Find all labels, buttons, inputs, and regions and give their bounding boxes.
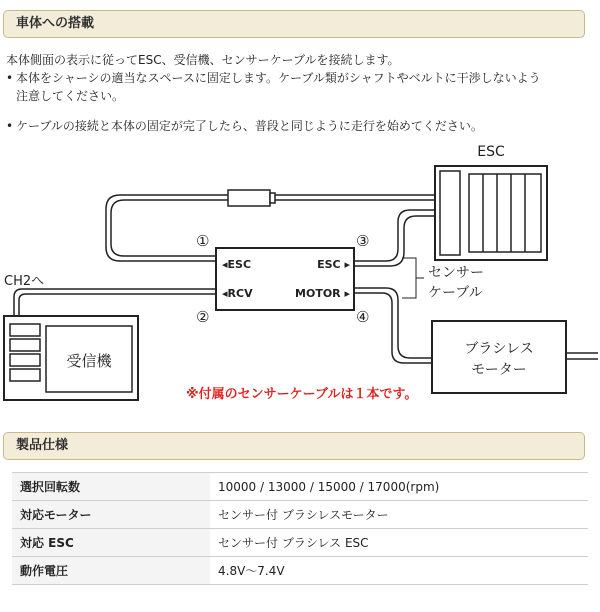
bullet-mark: • xyxy=(6,119,14,133)
section-header-mounting xyxy=(3,10,585,38)
spec-value: センサー付 ブラシレスモーター xyxy=(210,501,588,529)
bullet-text: ケーブルの接続と本体の固定が完了したら、普段と同じように走行を始めてください。 xyxy=(16,119,483,133)
inline-connector xyxy=(228,190,270,206)
spec-key: 対応 ESC xyxy=(12,529,210,557)
table-row xyxy=(12,501,588,529)
motor-label-1: ブラシレス xyxy=(464,341,534,357)
spec-table xyxy=(12,472,588,585)
intro-text: 本体側面の表示に従ってESC、受信機、センサーケーブルを接続します。 xyxy=(6,53,400,67)
port-number-1: ① xyxy=(196,232,210,250)
sensor-cable-label-1: センサー xyxy=(428,265,484,281)
port-number-2: ② xyxy=(196,308,210,326)
table-row xyxy=(12,529,588,557)
table-row xyxy=(12,473,588,501)
spec-key: 動作電圧 xyxy=(12,557,210,585)
spec-key: 対応モーター xyxy=(12,501,210,529)
receiver-cable xyxy=(14,289,216,316)
section-title: 車体への搭載 xyxy=(16,16,95,31)
bullet-item-fix xyxy=(6,69,541,105)
bullet-item-start xyxy=(6,117,483,135)
port-number-4: ④ xyxy=(356,308,370,326)
wiring-diagram xyxy=(0,138,600,408)
port-esc-out: ESC ▸ xyxy=(317,258,350,271)
esc-unit xyxy=(435,166,547,260)
port-motor: MOTOR ▸ xyxy=(295,287,350,300)
port-number-3: ③ xyxy=(356,232,370,250)
ch2-label: CH2へ xyxy=(4,274,45,289)
bullet-text-continued: 注意してください。 xyxy=(16,89,125,103)
sensor-cable-label-2: ケーブル xyxy=(428,285,483,301)
bullet-mark: • xyxy=(6,71,14,85)
spec-value: 10000 / 13000 / 15000 / 17000(rpm) xyxy=(210,473,588,501)
spec-key: 選択回転数 xyxy=(12,473,210,501)
intro-paragraph xyxy=(6,51,596,69)
motor-label-2: モーター xyxy=(471,362,527,378)
sensor-cable-bracket xyxy=(402,258,424,298)
inline-connector-plug xyxy=(270,193,275,203)
sensor-cable-note: ※付属のセンサーケーブルは１本です。 xyxy=(186,387,418,402)
table-row xyxy=(12,557,588,585)
bullet-text: 本体をシャーシの適当なスペースに固定します。ケーブル類がシャフトやベルトに干渉しないよう xyxy=(16,71,541,85)
esc-label: ESC xyxy=(477,144,505,160)
port-rcv: ◂RCV xyxy=(222,287,253,300)
spec-value: 4.8V〜7.4V xyxy=(210,557,588,585)
receiver-label: 受信機 xyxy=(66,352,112,370)
port-esc-in: ◂ESC xyxy=(222,258,252,271)
section-header-specs xyxy=(3,432,585,460)
section-title: 製品仕様 xyxy=(16,438,69,453)
brushless-motor xyxy=(432,321,566,393)
motor-shaft xyxy=(566,353,598,359)
spec-value: センサー付 ブラシレス ESC xyxy=(210,529,588,557)
